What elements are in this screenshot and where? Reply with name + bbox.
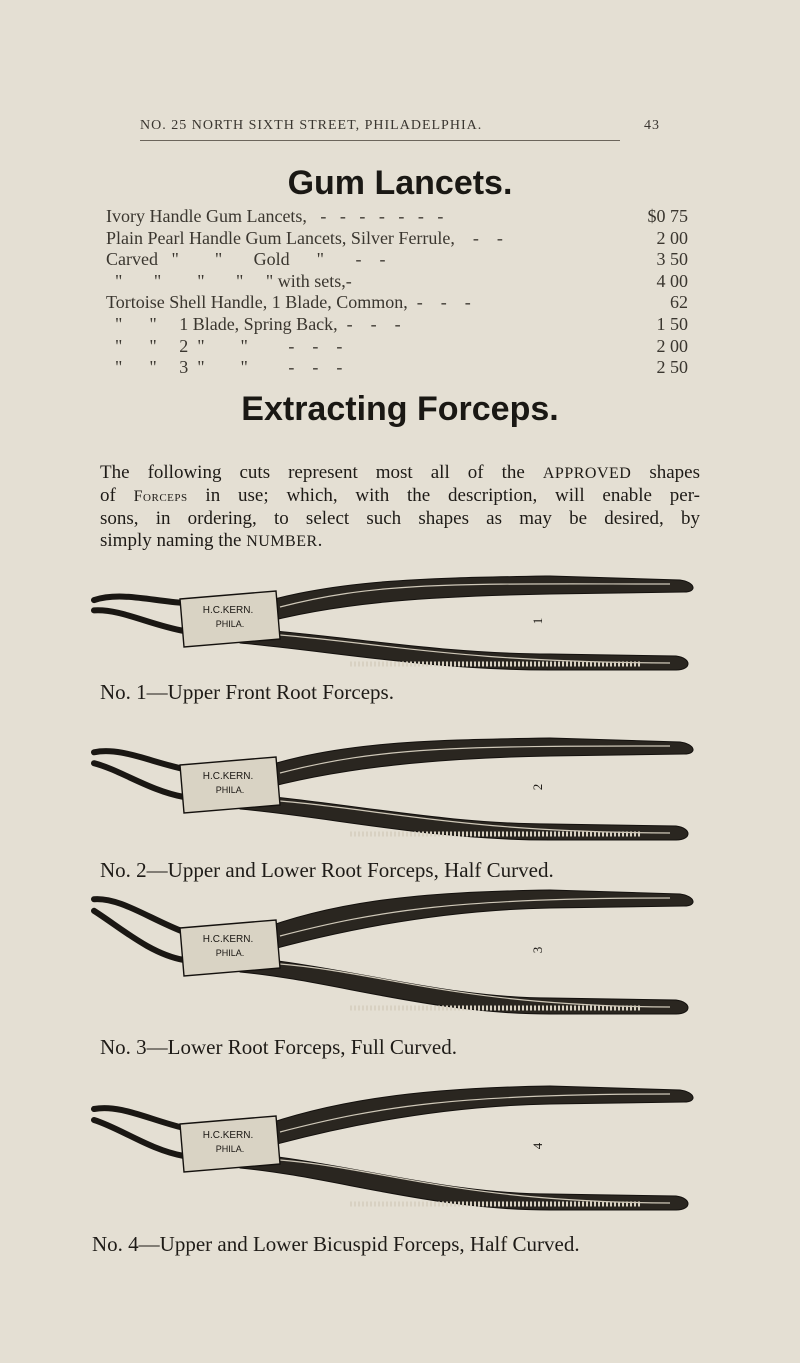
price-row [0, 206, 800, 229]
price-row-description: Carved " " Gold " - - [106, 249, 386, 270]
price-row [0, 292, 800, 315]
maker-stamp-city: PHILA. [215, 1144, 245, 1154]
intro-text: The following cuts represent most all of the [100, 462, 543, 483]
intro-line [100, 462, 700, 485]
forceps-drawing [94, 890, 693, 1014]
small-caps-word: APPROVED [542, 465, 632, 482]
maker-stamp-name: H.C.KERN. [202, 1130, 254, 1141]
forceps-caption: No. 4—Upper and Lower Bicuspid Forceps, Half Curved. [92, 1232, 580, 1256]
price-row-price: 2 00 [656, 335, 688, 356]
price-row [0, 228, 800, 251]
price-row-description: " " " " " with sets,- [106, 270, 352, 291]
price-row [0, 314, 800, 337]
price-row-price: 4 00 [656, 270, 688, 291]
price-row-description: " " 1 Blade, Spring Back, - - - [106, 314, 401, 334]
price-row-price: 2 00 [656, 227, 688, 248]
forceps-illustration [80, 1076, 720, 1216]
price-row [0, 336, 800, 359]
maker-stamp-name: H.C.KERN. [202, 605, 254, 616]
forceps-caption: No. 3—Lower Root Forceps, Full Curved. [100, 1035, 457, 1059]
gum-lancets-title: Gum Lancets. [287, 164, 513, 202]
price-row-price: $0 75 [647, 206, 688, 226]
intro-text: . [317, 530, 323, 551]
forceps-intro-paragraph [100, 462, 700, 553]
forceps-number-mark: 3 [530, 946, 545, 954]
header-rule [140, 140, 620, 141]
forceps-engraving-2 [80, 728, 720, 846]
forceps-illustration [80, 880, 720, 1020]
forceps-engraving-3 [80, 880, 720, 1020]
price-row-description: " " 3 " " - - - [106, 357, 343, 378]
forceps-number-mark: 2 [530, 783, 545, 791]
upper-handle [230, 1086, 693, 1150]
price-row-price: 62 [670, 292, 688, 313]
price-row-price: 3 50 [656, 249, 688, 270]
upper-handle [230, 576, 693, 625]
price-row [0, 357, 800, 380]
maker-stamp-city: PHILA. [215, 619, 245, 629]
price-row-price: 1 50 [656, 314, 688, 334]
lower-handle [230, 1152, 688, 1210]
small-caps-word: NUMBER [246, 533, 318, 550]
upper-handle [230, 890, 693, 954]
maker-stamp-city: PHILA. [215, 785, 245, 795]
forceps-number-mark: 4 [530, 1142, 545, 1150]
intro-text: of [100, 485, 134, 506]
maker-stamp-name: H.C.KERN. [202, 934, 254, 945]
forceps-drawing [94, 576, 693, 670]
intro-line [100, 508, 700, 530]
price-row [0, 249, 800, 272]
price-row-description: Tortoise Shell Handle, 1 Blade, Common, - - - [106, 292, 471, 313]
running-head-text: NO. 25 NORTH SIXTH STREET, PHILADELPHIA. [140, 118, 483, 133]
forceps-caption: No. 2—Upper and Lower Root Forceps, Half Curved. [100, 858, 554, 882]
intro-text: shapes [631, 462, 701, 483]
price-row-description: Ivory Handle Gum Lancets, - - - - - - - [106, 206, 444, 226]
forceps-illustration [80, 566, 720, 676]
forceps-caption: No. 1—Upper Front Root Forceps. [100, 680, 394, 704]
forceps-engraving-1 [80, 566, 720, 676]
price-row-description: " " 2 " " - - - [106, 335, 343, 356]
intro-text: in use; which, with the description, will enable per- [187, 485, 700, 506]
extracting-forceps-title: Extracting Forceps. [241, 390, 559, 428]
small-caps-word: Forceps [133, 488, 188, 505]
lower-handle [230, 956, 688, 1014]
forceps-drawing [94, 738, 693, 840]
forceps-illustration [80, 728, 720, 846]
price-row-price: 2 50 [656, 357, 688, 378]
maker-stamp-name: H.C.KERN. [202, 771, 254, 782]
intro-text: simply naming the [100, 530, 247, 551]
intro-line [100, 485, 700, 508]
lower-beak [94, 911, 184, 960]
upper-beak [94, 597, 184, 603]
forceps-number-mark: 1 [530, 617, 545, 625]
price-row [0, 271, 800, 294]
intro-line [100, 530, 700, 553]
upper-beak [94, 899, 184, 932]
lower-beak [94, 610, 184, 631]
maker-stamp-city: PHILA. [215, 948, 245, 958]
page-number: 43 [644, 118, 660, 133]
price-row-description: Plain Pearl Handle Gum Lancets, Silver Ferrule, - - [106, 227, 503, 248]
forceps-engraving-4 [80, 1076, 720, 1216]
forceps-drawing [94, 1086, 693, 1210]
intro-text: sons, in ordering, to select such shapes as may be desired, by [100, 508, 700, 529]
